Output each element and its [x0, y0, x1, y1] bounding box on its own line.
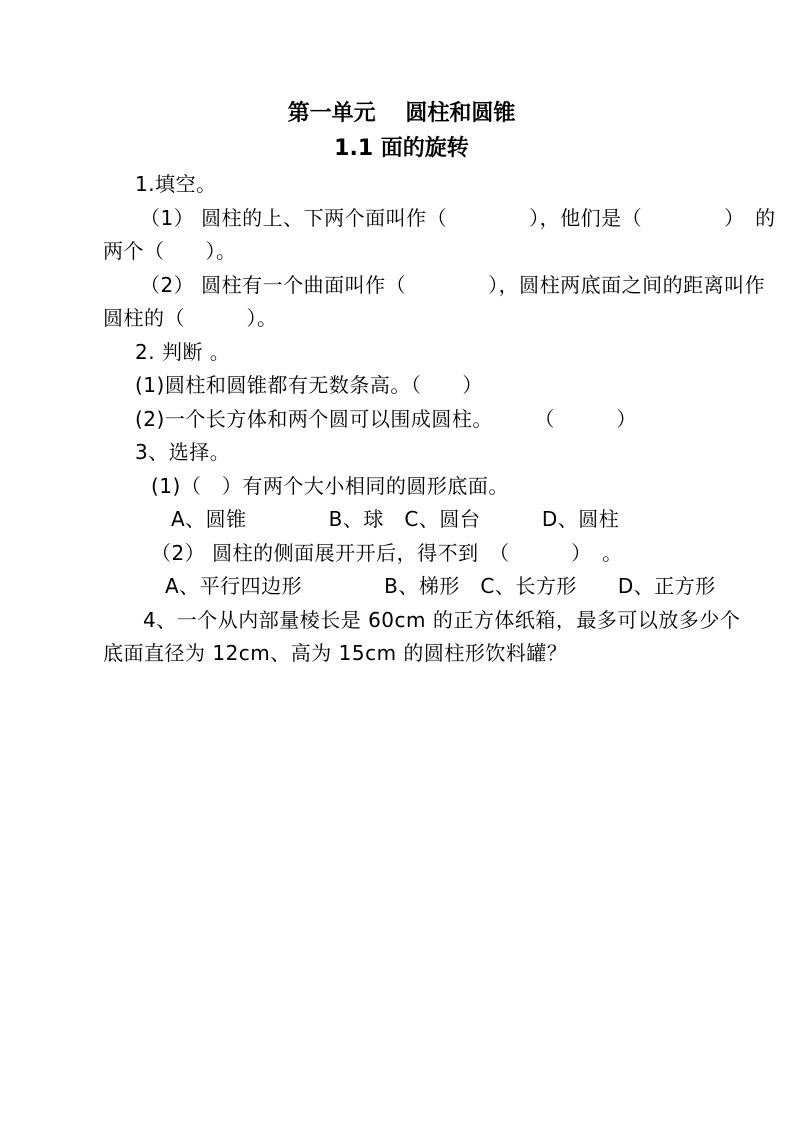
question1-item2: （2） 圆柱有一个曲面叫作（ ），圆柱两底面之间的距离叫作: [140, 272, 766, 297]
question1-item1: （1） 圆柱的上、下两个面叫作（ ），他们是（ ） 的: [140, 205, 776, 230]
question1-item1-continuation: 两个（ ）。: [103, 239, 237, 263]
question4-line2: 底面直径为 12cm、高为 15cm 的圆柱形饮料罐？: [103, 641, 568, 665]
document-content: [103, 96, 776, 671]
question1-item2-continuation: 圆柱的（ ）。: [103, 306, 278, 330]
question3-item2: （2） 圆柱的侧面展开开后，得不到 （ ） 。: [151, 540, 623, 565]
question2-heading: 2. 判断 。: [135, 339, 231, 364]
question3-heading: 3、选择。: [135, 440, 231, 464]
question-list: [103, 168, 776, 671]
question3-item1: (1)（ ）有两个大小相同的圆形底面。: [151, 473, 509, 498]
question1-heading: 1.填空。: [135, 172, 217, 196]
question2-item2: (2)一个长方体和两个圆可以围成圆柱。 （ ）: [135, 406, 637, 431]
question2-item1: (1)圆柱和圆锥都有无数条高。（ ）: [135, 373, 483, 397]
question3-item2-options: A、平行四边形 B、梯形 C、长方形 D、正方形: [165, 574, 716, 598]
lesson-subtitle: 1.1 面的旋转: [334, 136, 469, 161]
title-block: [103, 96, 700, 166]
question3-item1-options: A、圆锥 B、球 C、圆台 D、圆柱: [171, 507, 620, 531]
question4-line1: 4、一个从内部量棱长是 60cm 的正方体纸箱，最多可以放多少个: [143, 607, 741, 632]
unit-title: 第一单元 圆柱和圆锥: [287, 101, 516, 126]
